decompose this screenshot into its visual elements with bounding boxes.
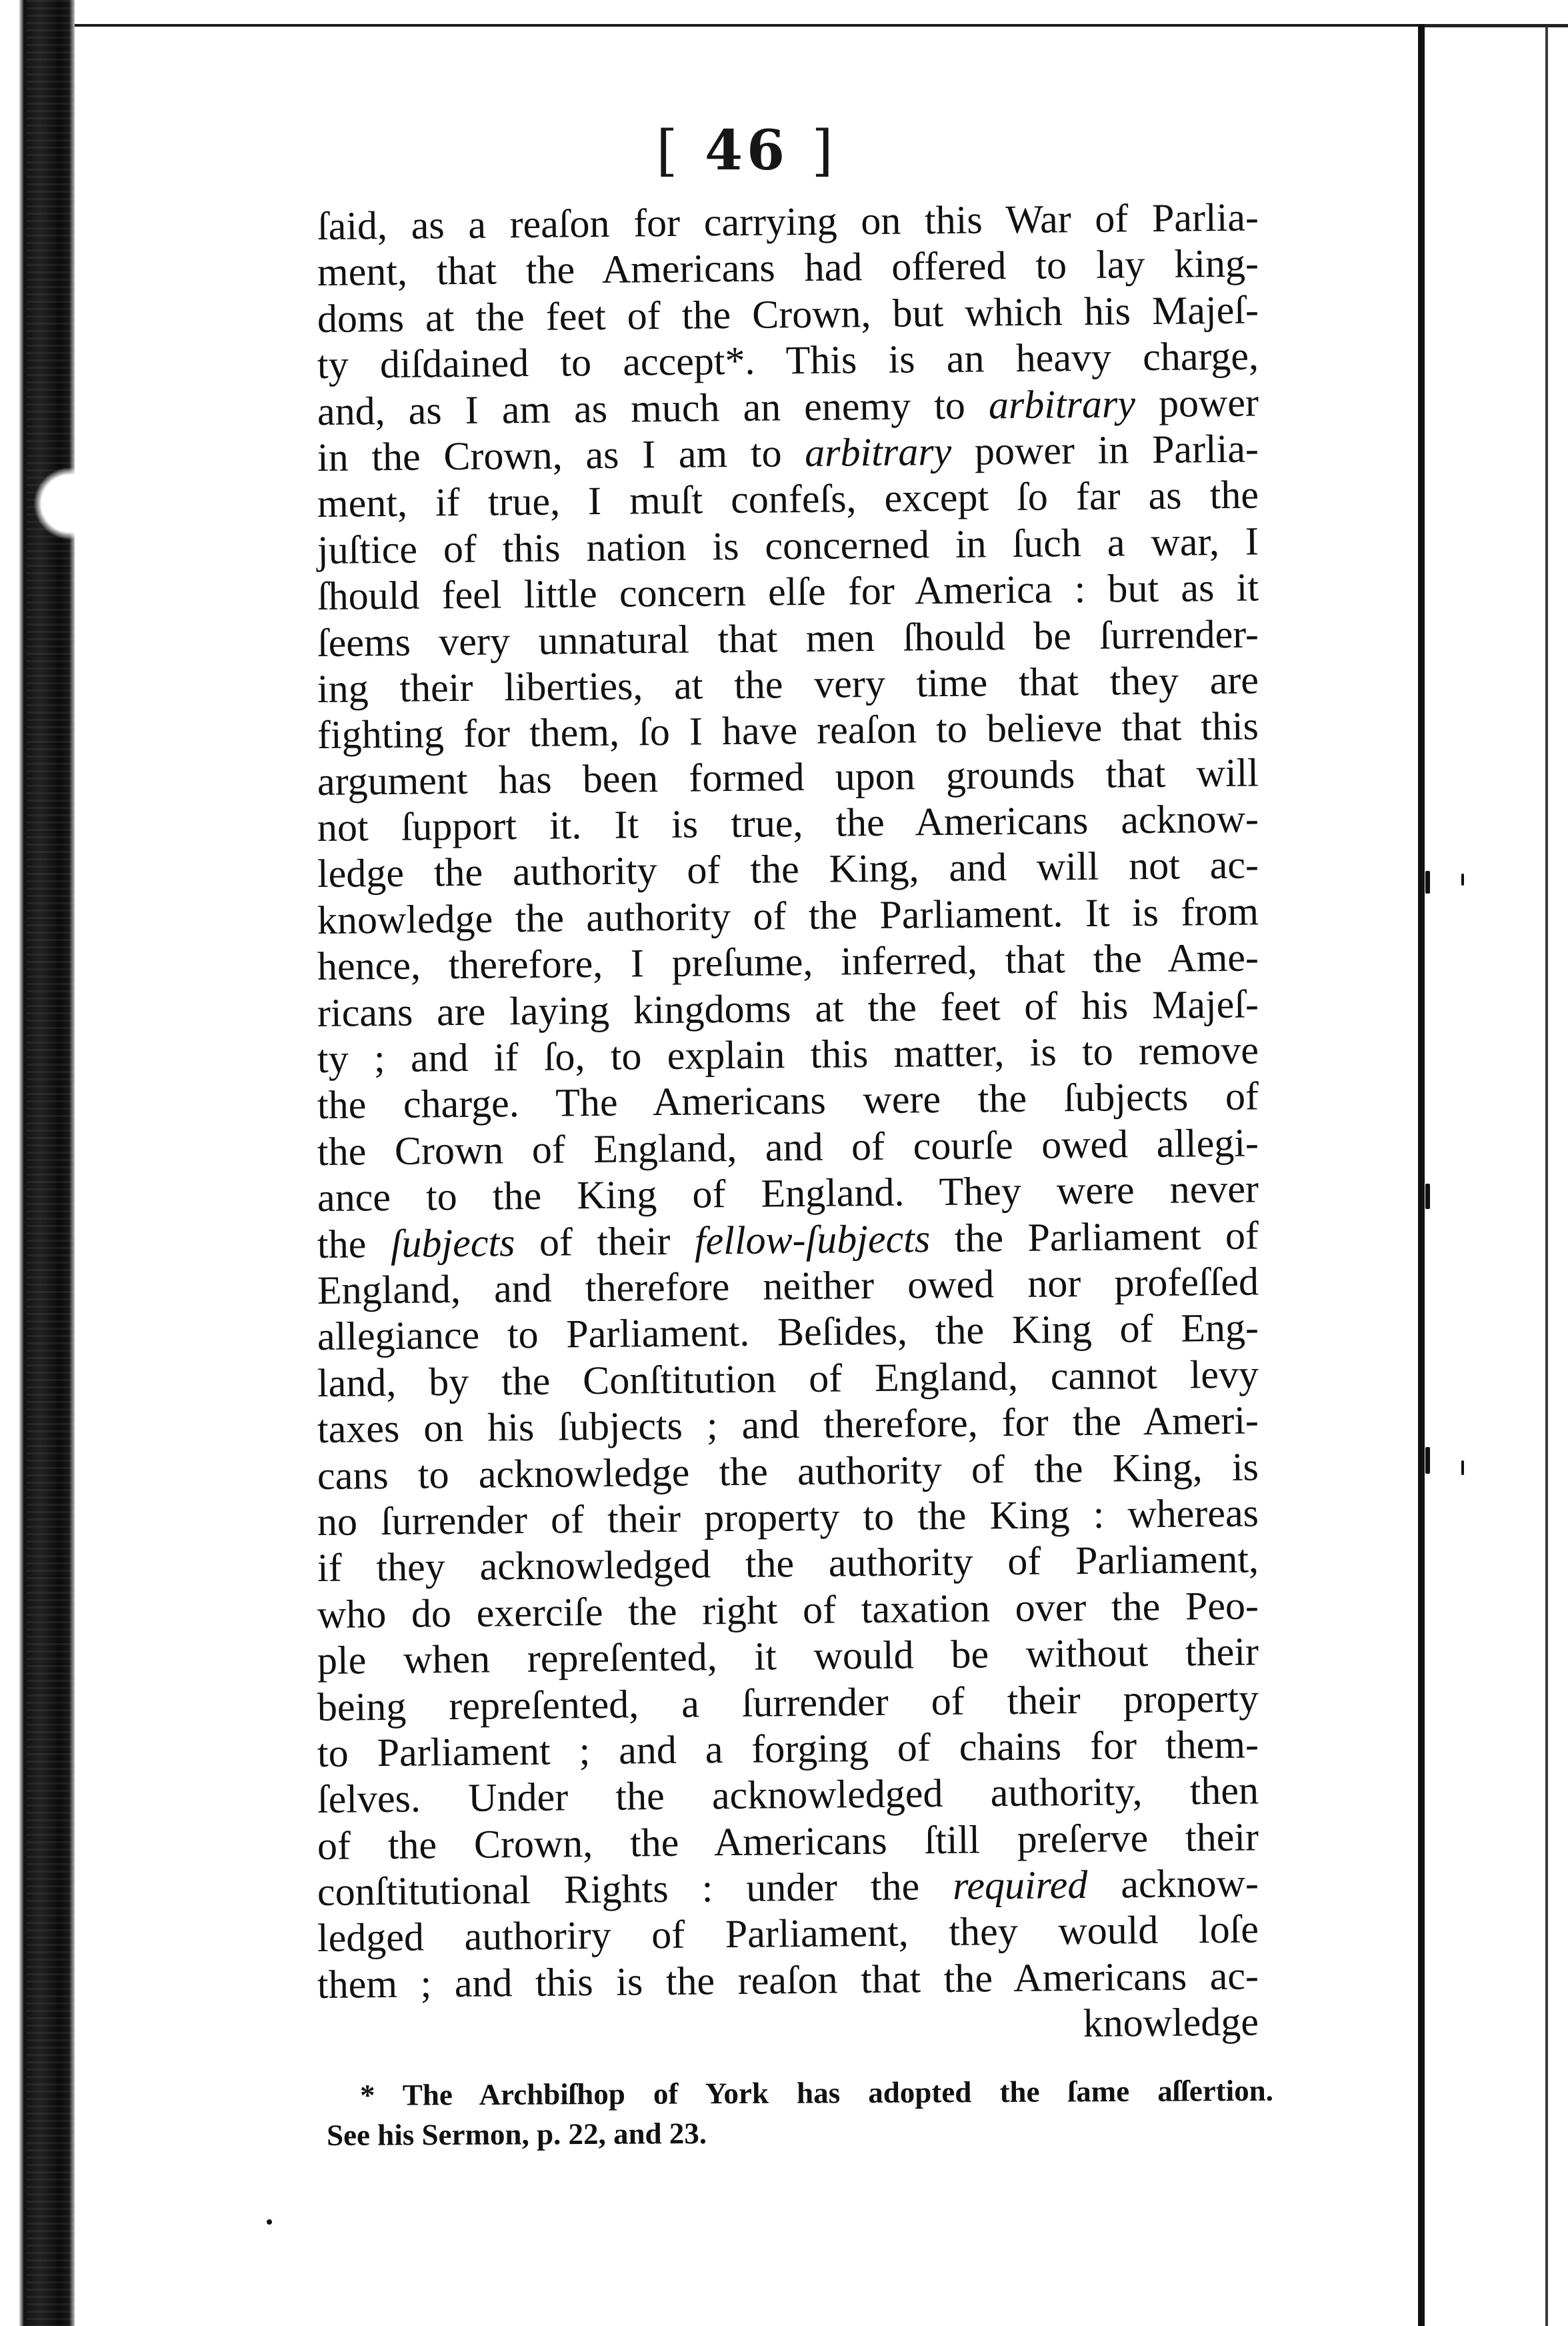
- close-bracket: ]: [811, 119, 837, 183]
- ink-mark: [1461, 874, 1464, 886]
- text-line: ty ; and if ſo, to explain this matter, is to remove: [317, 1028, 1259, 1082]
- ink-mark: [1425, 871, 1430, 894]
- text-line: ſeems very unnatural that men ſhould be ſurrender-: [317, 611, 1259, 665]
- italic-word: fellow-ſubjects: [694, 1216, 931, 1263]
- italic-word: required: [952, 1862, 1088, 1908]
- text-line: ledged authoriry of Parliament, they would loſe: [317, 1907, 1259, 1961]
- italic-word: arbitrary: [988, 381, 1136, 427]
- text-line: ſaid, as a reaſon for carrying on this War of Parlia-: [317, 195, 1259, 248]
- text-line: ſelves. Under the acknowledged authority, then: [317, 1768, 1259, 1822]
- text-line: no ſurrender of their property to the King : whereas: [317, 1490, 1259, 1544]
- italic-word: ſubjects: [390, 1220, 515, 1266]
- text-line: in the Crown, as I am to arbitrary power in Parlia-: [317, 426, 1259, 479]
- ink-mark: [1425, 1447, 1430, 1474]
- text-line: ledge the authority of the King, and will not ac-: [317, 842, 1259, 896]
- text-line: allegiance to Parliament. Beſides, the King of Eng-: [317, 1305, 1259, 1359]
- ink-mark: [1425, 1184, 1430, 1209]
- text-line: ing their liberties, at the very time that they are: [317, 658, 1259, 711]
- ink-mark: [267, 2219, 272, 2225]
- spine-texture: [27, 0, 73, 2326]
- text-line: ance to the King of England. They were never: [317, 1166, 1259, 1220]
- text-line: the ſubjects of their fellow-ſubjects the Parliament of: [317, 1213, 1259, 1266]
- facing-page-edge-line: [1545, 27, 1548, 2326]
- text-line: of the Crown, the Americans ſtill preſerve their: [317, 1815, 1259, 1868]
- footnote: [326, 2073, 1274, 2155]
- text-line: knowledge: [1083, 1999, 1259, 2046]
- text-line: ment, if true, I muſt confeſs, except ſo far as the: [317, 472, 1259, 526]
- ink-mark: [1461, 1460, 1464, 1475]
- text-line: ty diſdained to accept*. This is an heavy charge,: [317, 333, 1259, 387]
- text-line: and, as I am as much an enemy to arbitrary power: [317, 380, 1259, 433]
- text-line: ricans are laying kingdoms at the feet of his Majeſ-: [317, 982, 1259, 1035]
- text-line: them ; and this is the reaſon that the Americans ac-: [317, 1953, 1259, 2007]
- body-text-block: [317, 195, 1259, 2055]
- text-line: argument has been formed upon grounds that will: [317, 750, 1259, 804]
- text-line: ſhould feel little concern elſe for America : but as it: [317, 565, 1259, 619]
- text-line: to Parliament ; and a forging of chains for them-: [317, 1722, 1259, 1775]
- text-line: ple when repreſented, it would be without their: [317, 1629, 1259, 1683]
- text-line: conſtitutional Rights : under the required acknow-: [317, 1861, 1259, 1915]
- page-number-header: [640, 119, 853, 183]
- text-line: juſtice of this nation is concerned in ſuch a war, I: [317, 519, 1259, 572]
- text-line: land, by the Conſtitution of England, cannot levy: [317, 1352, 1259, 1405]
- paper-blemish: [33, 467, 107, 540]
- footnote-line: See his Sermon, p. 22, and 23.: [326, 2117, 707, 2152]
- text-line: not ſupport it. It is true, the Americans acknow-: [317, 796, 1259, 850]
- text-line: England, and therefore neither owed nor profeſſed: [317, 1259, 1259, 1312]
- text-line: cans to acknowledge the authority of the King, is: [317, 1444, 1259, 1498]
- text-line: the Crown of England, and of courſe owed allegi-: [317, 1120, 1259, 1174]
- text-line: if they acknowledged the authority of Parliament,: [317, 1536, 1259, 1590]
- italic-word: arbitrary: [804, 429, 952, 475]
- text-line: who do exerciſe the right of taxation over the Peo-: [317, 1583, 1259, 1636]
- open-bracket: [: [656, 119, 682, 183]
- footnote-line: * The Archbiſhop of York has adopted the ſame aſſertion.: [359, 2073, 1274, 2112]
- page-fold-line: [1418, 24, 1425, 2326]
- text-line: fighting for them, ſo I have reaſon to believe that this: [317, 704, 1259, 758]
- page-number: 46: [704, 119, 789, 183]
- text-line: taxes on his ſubjects ; and therefore, for the Ameri-: [317, 1398, 1259, 1452]
- text-line: being repreſented, a ſurrender of their property: [317, 1675, 1259, 1729]
- text-line: hence, therefore, I preſume, inferred, that the Ame-: [317, 935, 1259, 989]
- text-line: doms at the feet of the Crown, but which his Majeſ-: [317, 287, 1259, 341]
- text-line: the charge. The Americans were the ſubjects of: [317, 1074, 1259, 1128]
- text-line: ment, that the Americans had offered to lay king-: [317, 241, 1259, 295]
- text-line: knowledge the authority of the Parliament. It is from: [317, 889, 1259, 942]
